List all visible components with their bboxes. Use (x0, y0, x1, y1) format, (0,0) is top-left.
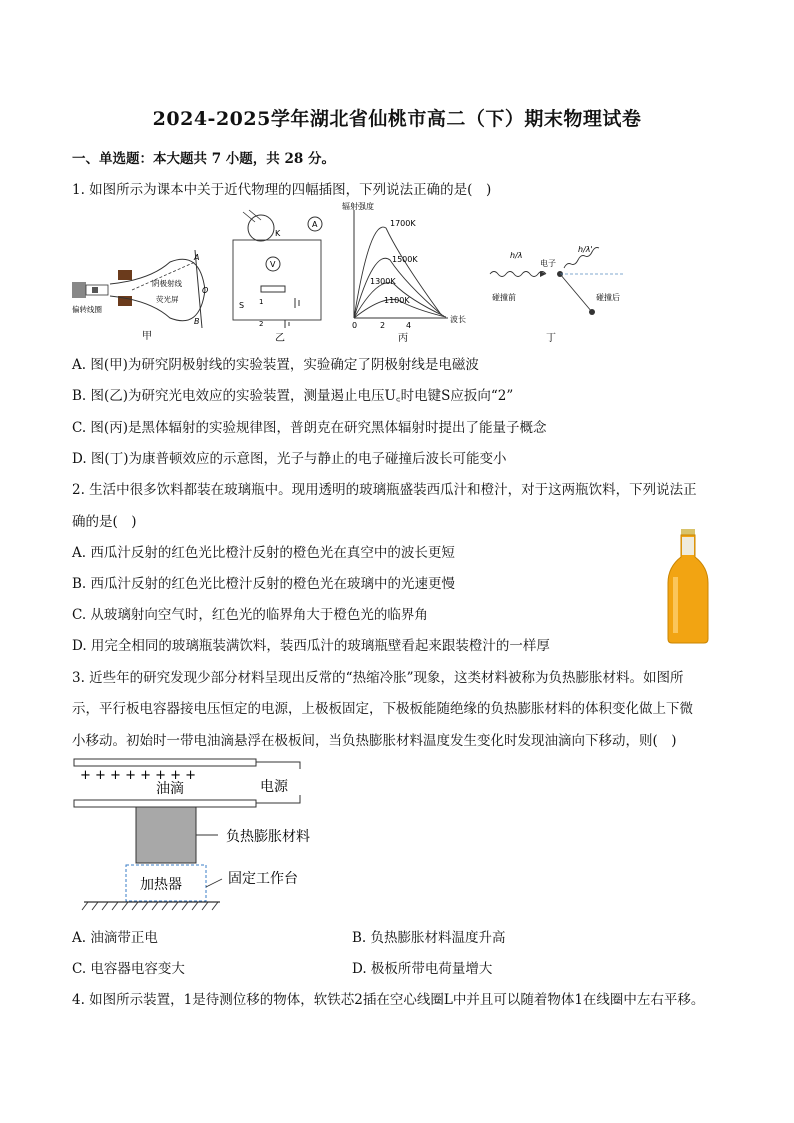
page-title: 2024-2025学年湖北省仙桃市高二（下）期末物理试卷 (152, 108, 642, 130)
oil-drop-label: 油滴 (156, 781, 184, 797)
plus-signs: + + + + + + + + (80, 768, 197, 783)
juice-bottle-image (662, 527, 714, 645)
label-1500K: 1500K (392, 255, 418, 264)
label-K: K (275, 229, 281, 238)
q1-stem: 1. 如图所示为课本中关于近代物理的四幅插图，下列说法正确的是( ) (72, 182, 492, 198)
q2-option-b: B. 西瓜汁反射的红色光比橙汁反射的橙色光在玻璃中的光速更慢 (72, 576, 456, 592)
heater-label: 加热器 (140, 877, 182, 893)
label-B: B (194, 317, 200, 326)
label-ammeter: A (312, 220, 318, 229)
label-1300K: 1300K (370, 277, 396, 286)
q1-option-a: A. 图(甲)为研究阴极射线的实验装置，实验确定了阴极射线是电磁波 (72, 357, 479, 373)
q1-option-c: C. 图(丙)是黑体辐射的实验规律图，普朗克在研究黑体辐射时提出了能量子概念 (72, 420, 547, 436)
section-heading: 一、单选题：本大题共 7 小题，共 28 分。 (72, 151, 335, 167)
q2-option-a: A. 西瓜汁反射的红色光比橙汁反射的橙色光在真空中的波长更短 (72, 545, 455, 561)
tick-4: 4 (406, 321, 412, 330)
q4-stem: 4. 如图所示装置，1是待测位移的物体，软铁芯2插在空心线圈L中并且可以随着物体1在线圈中左右平移。 (72, 992, 705, 1008)
label-wavelength: 波长 (450, 315, 466, 324)
label-screen: 荧光屏 (156, 295, 179, 304)
q2-stem-line1: 2. 生活中很多饮料都装在玻璃瓶中。现用透明的玻璃瓶盛装西瓜汁和橙汁，对于这两瓶饮料，下列说法正 (72, 482, 697, 498)
q1-figure-bing (340, 198, 470, 345)
q1-figure-jia (70, 240, 220, 345)
q1-option-b: B. 图(乙)为研究光电效应的实验装置，测量遏止电压U꜀时电键S应扳向“2” (72, 388, 514, 404)
q1-figure-yi (225, 208, 335, 345)
q1-figure-ding (488, 238, 638, 345)
q2-option-d: D. 用完全相同的玻璃瓶装满饮料，装西瓜汁的玻璃瓶壁看起来跟装橙汁的一样厚 (72, 638, 550, 654)
label-1: 1 (259, 298, 264, 306)
q3-option-a: A. 油滴带正电 (72, 930, 158, 946)
power-source-label: 电源 (260, 779, 288, 795)
q2-option-c: C. 从玻璃射向空气时，红色光的临界角大于橙色光的临界角 (72, 607, 428, 623)
label-A: A (194, 253, 200, 262)
q1-option-d: D. 图(丁)为康普顿效应的示意图，光子与静止的电子碰撞后波长可能变小 (72, 451, 507, 467)
label-cathode-ray: 阴极射线 (152, 279, 182, 288)
label-after: 碰撞后 (596, 293, 620, 302)
label-intensity: 辐射强度 (342, 202, 374, 211)
tick-0: 0 (352, 321, 358, 330)
caption-jia: 甲 (142, 331, 152, 342)
label-S: S (239, 301, 245, 310)
caption-bing: 丙 (398, 333, 408, 344)
material-label: 负热膨胀材料 (226, 829, 310, 845)
tick-2: 2 (380, 321, 386, 330)
q3-figure (70, 755, 360, 915)
label-1100K: 1100K (384, 296, 410, 305)
q3-option-c: C. 电容器电容变大 (72, 961, 185, 977)
caption-yi: 乙 (275, 333, 285, 344)
label-deflection-coil: 偏转线圈 (72, 305, 102, 314)
label-h-lambda: h/λ (510, 251, 523, 260)
q3-stem-line2: 示，平行板电容器接电压恒定的电源，上极板固定，下极板能随绝缘的负热膨胀材料的体积变化做上下微 (72, 701, 693, 717)
q3-option-b: B. 负热膨胀材料温度升高 (352, 930, 506, 946)
label-2: 2 (259, 320, 264, 328)
caption-ding: 丁 (546, 333, 556, 344)
q3-stem-line3: 小移动。初始时一带电油滴悬浮在极板间，当负热膨胀材料温度发生变化时发现油滴向下移动，则( ) (72, 733, 677, 749)
label-h-lambda-prime: h/λ' (578, 245, 593, 254)
q3-option-d: D. 极板所带电荷量增大 (352, 961, 493, 977)
label-voltmeter: V (270, 260, 276, 269)
label-before: 碰撞前 (492, 293, 516, 302)
label-electron: 电子 (540, 259, 556, 268)
label-O: O (202, 286, 209, 295)
stage-label: 固定工作台 (228, 871, 298, 887)
label-1700K: 1700K (390, 219, 416, 228)
q2-stem-line2: 确的是( ) (72, 514, 137, 530)
q3-stem-line1: 3. 近些年的研究发现少部分材料呈现出反常的“热缩冷胀”现象，这类材料被称为负热膨胀材料。如图所 (72, 670, 684, 686)
